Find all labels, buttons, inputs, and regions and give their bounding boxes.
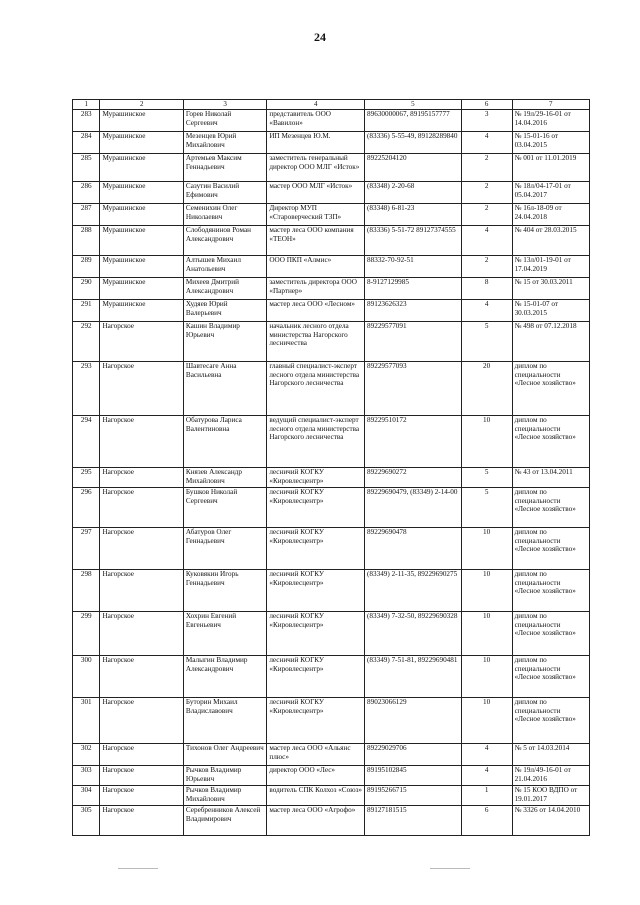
phone-cell: (83349) 2-11-35, 89229690275 — [365, 570, 462, 612]
forestry-name-cell: Мурашинское — [100, 132, 183, 154]
position-cell: заместитель генеральный директор ООО МЛГ «Исток» — [267, 154, 365, 182]
row-number-cell: 291 — [73, 300, 100, 322]
document-cell: № 15 КОО ВДПО от 19.01.2017 — [512, 786, 589, 806]
phone-cell: 89229690478 — [365, 528, 462, 570]
forestry-name-cell: Нагорское — [100, 322, 183, 362]
position-cell: мастер леса ООО «Лесном» — [267, 300, 365, 322]
forestry-name-cell: Нагорское — [100, 612, 183, 656]
forestry-name-cell: Нагорское — [100, 468, 183, 488]
phone-cell: 89229690272 — [365, 468, 462, 488]
person-name-cell: Куковякин Игорь Геннадьевич — [183, 570, 266, 612]
forestry-name-cell: Нагорское — [100, 528, 183, 570]
person-name-cell: Михеев Дмитрий Александрович — [183, 278, 266, 300]
table-row — [73, 744, 590, 766]
count-cell: 4 — [461, 744, 512, 766]
person-name-cell: Бушков Николай Сергеевич — [183, 488, 266, 528]
document-cell: диплом по специальности «Лесное хозяйство» — [512, 362, 589, 416]
phone-cell: (83336) 5-51-72 89127374555 — [365, 226, 462, 256]
person-name-cell: Хохрин Евгений Евгеньевич — [183, 612, 266, 656]
table-row — [73, 698, 590, 744]
table-row — [73, 468, 590, 488]
document-cell: № 13л/01-19-01 от 17.04.2019 — [512, 256, 589, 278]
document-cell: диплом по специальности «Лесное хозяйство» — [512, 612, 589, 656]
row-number-cell: 293 — [73, 362, 100, 416]
count-cell: 2 — [461, 256, 512, 278]
person-name-cell: Тихонов Олег Андреевич — [183, 744, 266, 766]
phone-cell: (83349) 7-32-50, 89229690328 — [365, 612, 462, 656]
phone-cell: 89229510172 — [365, 416, 462, 468]
document-cell: диплом по специальности «Лесное хозяйство» — [512, 656, 589, 698]
person-name-cell: Князев Александр Михайлович — [183, 468, 266, 488]
table-row — [73, 570, 590, 612]
count-cell: 4 — [461, 226, 512, 256]
document-cell: диплом по специальности «Лесное хозяйство» — [512, 698, 589, 744]
row-number-cell: 299 — [73, 612, 100, 656]
column-number: 7 — [512, 100, 589, 110]
position-cell: мастер ООО МЛГ «Исток» — [267, 182, 365, 204]
row-number-cell: 290 — [73, 278, 100, 300]
document-cell: № 43 от 13.04.2011 — [512, 468, 589, 488]
forestry-name-cell: Мурашинское — [100, 182, 183, 204]
document-cell: диплом по специальности «Лесное хозяйство» — [512, 488, 589, 528]
count-cell: 2 — [461, 204, 512, 226]
phone-cell: 89229690479, (83349) 2-14-00 — [365, 488, 462, 528]
person-name-cell: Худяев Юрий Валерьевич — [183, 300, 266, 322]
person-name-cell: Артемьев Максим Геннадьевич — [183, 154, 266, 182]
row-number-cell: 288 — [73, 226, 100, 256]
phone-cell: 89123626323 — [365, 300, 462, 322]
phone-cell: 89023066129 — [365, 698, 462, 744]
row-number-cell: 289 — [73, 256, 100, 278]
page-number: 24 — [314, 30, 326, 44]
count-cell: 2 — [461, 154, 512, 182]
document-cell: № 19л/49-16-01 от 21.04.2016 — [512, 766, 589, 786]
table-row — [73, 488, 590, 528]
phone-cell: 89229029706 — [365, 744, 462, 766]
document-cell: № 15-01-16 от 03.04.2015 — [512, 132, 589, 154]
table-row — [73, 132, 590, 154]
person-name-cell: Обатурова Лариса Валентиновна — [183, 416, 266, 468]
document-cell: диплом по специальности «Лесное хозяйство» — [512, 416, 589, 468]
row-number-cell: 297 — [73, 528, 100, 570]
count-cell: 4 — [461, 132, 512, 154]
position-cell: мастер леса ООО «Альянс плюс» — [267, 744, 365, 766]
table-row — [73, 786, 590, 806]
registry-table — [72, 99, 590, 836]
position-cell: лесничий КОГКУ «Кировлесцентр» — [267, 528, 365, 570]
forestry-name-cell: Мурашинское — [100, 226, 183, 256]
count-cell: 6 — [461, 806, 512, 836]
document-cell: № 001 от 11.01.2019 — [512, 154, 589, 182]
phone-cell: 89195266715 — [365, 786, 462, 806]
phone-cell: 89195102845 — [365, 766, 462, 786]
forestry-name-cell: Нагорское — [100, 786, 183, 806]
document-cell: № 18л/04-17-01 от 05.04.2017 — [512, 182, 589, 204]
person-name-cell: Шавтесаге Анна Васильевна — [183, 362, 266, 416]
position-cell: Директор МУП «Староверческий ТЗП» — [267, 204, 365, 226]
forestry-name-cell: Нагорское — [100, 362, 183, 416]
person-name-cell: Рычков Владимир Юрьевич — [183, 766, 266, 786]
position-cell: мастер леса ООО компания «ТЕОН» — [267, 226, 365, 256]
forestry-name-cell: Нагорское — [100, 744, 183, 766]
document-cell: № 19л/29-16-01 от 14.04.2016 — [512, 110, 589, 132]
column-number: 2 — [100, 100, 183, 110]
column-number: 6 — [461, 100, 512, 110]
person-name-cell: Слободянинов Роман Александрович — [183, 226, 266, 256]
table-row — [73, 806, 590, 836]
position-cell: заместитель директора ООО «Партнер» — [267, 278, 365, 300]
count-cell: 2 — [461, 182, 512, 204]
table-row — [73, 256, 590, 278]
table-row — [73, 204, 590, 226]
phone-cell: 89127181515 — [365, 806, 462, 836]
count-cell: 10 — [461, 698, 512, 744]
position-cell: ведущий специалист-эксперт лесного отдела министерства Нагорского лесничества — [267, 416, 365, 468]
phone-cell: 89229577093 — [365, 362, 462, 416]
table-row — [73, 110, 590, 132]
count-cell: 3 — [461, 110, 512, 132]
document-cell: № 15-01-07 от 30.03.2015 — [512, 300, 589, 322]
phone-cell: (83336) 5-55-49, 89128289840 — [365, 132, 462, 154]
row-number-cell: 301 — [73, 698, 100, 744]
footer-mark — [118, 868, 158, 869]
position-cell: лесничий КОГКУ «Кировлесцентр» — [267, 468, 365, 488]
position-cell: лесничий КОГКУ «Кировлесцентр» — [267, 698, 365, 744]
count-cell: 4 — [461, 766, 512, 786]
row-number-cell: 292 — [73, 322, 100, 362]
position-cell: ИП Мезенцев Ю.М. — [267, 132, 365, 154]
forestry-name-cell: Мурашинское — [100, 278, 183, 300]
person-name-cell: Мезенцев Юрий Михайлович — [183, 132, 266, 154]
position-cell: директор ООО «Лес» — [267, 766, 365, 786]
count-cell: 10 — [461, 416, 512, 468]
document-cell: № 498 от 07.12.2018 — [512, 322, 589, 362]
forestry-name-cell: Нагорское — [100, 656, 183, 698]
person-name-cell: Сазутин Василий Ефимович — [183, 182, 266, 204]
count-cell: 5 — [461, 322, 512, 362]
person-name-cell: Абатуров Олег Геннадьевич — [183, 528, 266, 570]
row-number-cell: 287 — [73, 204, 100, 226]
count-cell: 10 — [461, 528, 512, 570]
document-cell: № 3326 от 14.04.2010 — [512, 806, 589, 836]
position-cell: начальник лесного отдела министерства Нагорского лесничества — [267, 322, 365, 362]
row-number-cell: 303 — [73, 766, 100, 786]
document-cell: № 15 от 30.03.2011 — [512, 278, 589, 300]
forestry-name-cell: Нагорское — [100, 570, 183, 612]
count-cell: 10 — [461, 656, 512, 698]
footer-mark — [430, 868, 470, 869]
table-row — [73, 226, 590, 256]
count-cell: 10 — [461, 612, 512, 656]
forestry-name-cell: Мурашинское — [100, 300, 183, 322]
person-name-cell: Кашин Владимир Юрьевич — [183, 322, 266, 362]
count-cell: 20 — [461, 362, 512, 416]
table-row — [73, 322, 590, 362]
table-row — [73, 278, 590, 300]
count-cell: 8 — [461, 278, 512, 300]
row-number-cell: 302 — [73, 744, 100, 766]
position-cell: мастер леса ООО «Агрофо» — [267, 806, 365, 836]
count-cell: 5 — [461, 468, 512, 488]
phone-cell: 89630000067, 89195157777 — [365, 110, 462, 132]
forestry-name-cell: Нагорское — [100, 698, 183, 744]
count-cell: 5 — [461, 488, 512, 528]
position-cell: ООО ПКП «Алмис» — [267, 256, 365, 278]
person-name-cell: Рычков Владимир Михайлович — [183, 786, 266, 806]
table-row — [73, 154, 590, 182]
person-name-cell: Семенихин Олег Николаевич — [183, 204, 266, 226]
position-cell: лесничий КОГКУ «Кировлесцентр» — [267, 488, 365, 528]
row-number-cell: 286 — [73, 182, 100, 204]
table-row — [73, 612, 590, 656]
document-cell: диплом по специальности «Лесное хозяйство» — [512, 528, 589, 570]
count-cell: 4 — [461, 300, 512, 322]
position-cell: представитель ООО «Вавилон» — [267, 110, 365, 132]
column-number: 4 — [267, 100, 365, 110]
row-number-cell: 284 — [73, 132, 100, 154]
table-row — [73, 300, 590, 322]
forestry-name-cell: Мурашинское — [100, 256, 183, 278]
table-row — [73, 362, 590, 416]
count-cell: 10 — [461, 570, 512, 612]
row-number-cell: 285 — [73, 154, 100, 182]
column-number-row — [73, 100, 590, 110]
table-row — [73, 182, 590, 204]
position-cell: лесничий КОГКУ «Кировлесцентр» — [267, 612, 365, 656]
document-cell: № 5 от 14.03.2014 — [512, 744, 589, 766]
phone-cell: (83348) 2-20-68 — [365, 182, 462, 204]
person-name-cell: Буторин Михаил Владиславович — [183, 698, 266, 744]
forestry-name-cell: Мурашинское — [100, 204, 183, 226]
forestry-name-cell: Нагорское — [100, 806, 183, 836]
phone-cell: (83349) 7-51-81, 89229690481 — [365, 656, 462, 698]
document-cell: № 404 от 28.03.2015 — [512, 226, 589, 256]
phone-cell: 88332-70-92-51 — [365, 256, 462, 278]
phone-cell: 8-9127129985 — [365, 278, 462, 300]
table-row — [73, 528, 590, 570]
forestry-name-cell: Мурашинское — [100, 110, 183, 132]
forestry-name-cell: Нагорское — [100, 488, 183, 528]
table-row — [73, 766, 590, 786]
row-number-cell: 283 — [73, 110, 100, 132]
forestry-name-cell: Нагорское — [100, 416, 183, 468]
position-cell: главный специалист-эксперт лесного отдела министерства Нагорского лесничества — [267, 362, 365, 416]
row-number-cell: 296 — [73, 488, 100, 528]
column-number: 1 — [73, 100, 100, 110]
phone-cell: 89229577091 — [365, 322, 462, 362]
row-number-cell: 295 — [73, 468, 100, 488]
person-name-cell: Алтышев Михаил Анатольевич — [183, 256, 266, 278]
row-number-cell: 304 — [73, 786, 100, 806]
column-number: 3 — [183, 100, 266, 110]
position-cell: лесничий КОГКУ «Кировлесцентр» — [267, 656, 365, 698]
position-cell: лесничий КОГКУ «Кировлесцентр» — [267, 570, 365, 612]
table-row — [73, 656, 590, 698]
person-name-cell: Малыгин Владимир Александрович — [183, 656, 266, 698]
row-number-cell: 298 — [73, 570, 100, 612]
phone-cell: (83348) 6-81-23 — [365, 204, 462, 226]
document-cell: диплом по специальности «Лесное хозяйство» — [512, 570, 589, 612]
document-cell: № 16л-18-09 от 24.04.2018 — [512, 204, 589, 226]
row-number-cell: 294 — [73, 416, 100, 468]
column-number: 5 — [365, 100, 462, 110]
phone-cell: 89225204120 — [365, 154, 462, 182]
person-name-cell: Серебренников Алексей Владимирович — [183, 806, 266, 836]
row-number-cell: 300 — [73, 656, 100, 698]
count-cell: 1 — [461, 786, 512, 806]
position-cell: водитель СПК Колхоз «Союз» — [267, 786, 365, 806]
row-number-cell: 305 — [73, 806, 100, 836]
person-name-cell: Горев Николай Сергеевич — [183, 110, 266, 132]
forestry-name-cell: Нагорское — [100, 766, 183, 786]
forestry-name-cell: Мурашинское — [100, 154, 183, 182]
table-row — [73, 416, 590, 468]
